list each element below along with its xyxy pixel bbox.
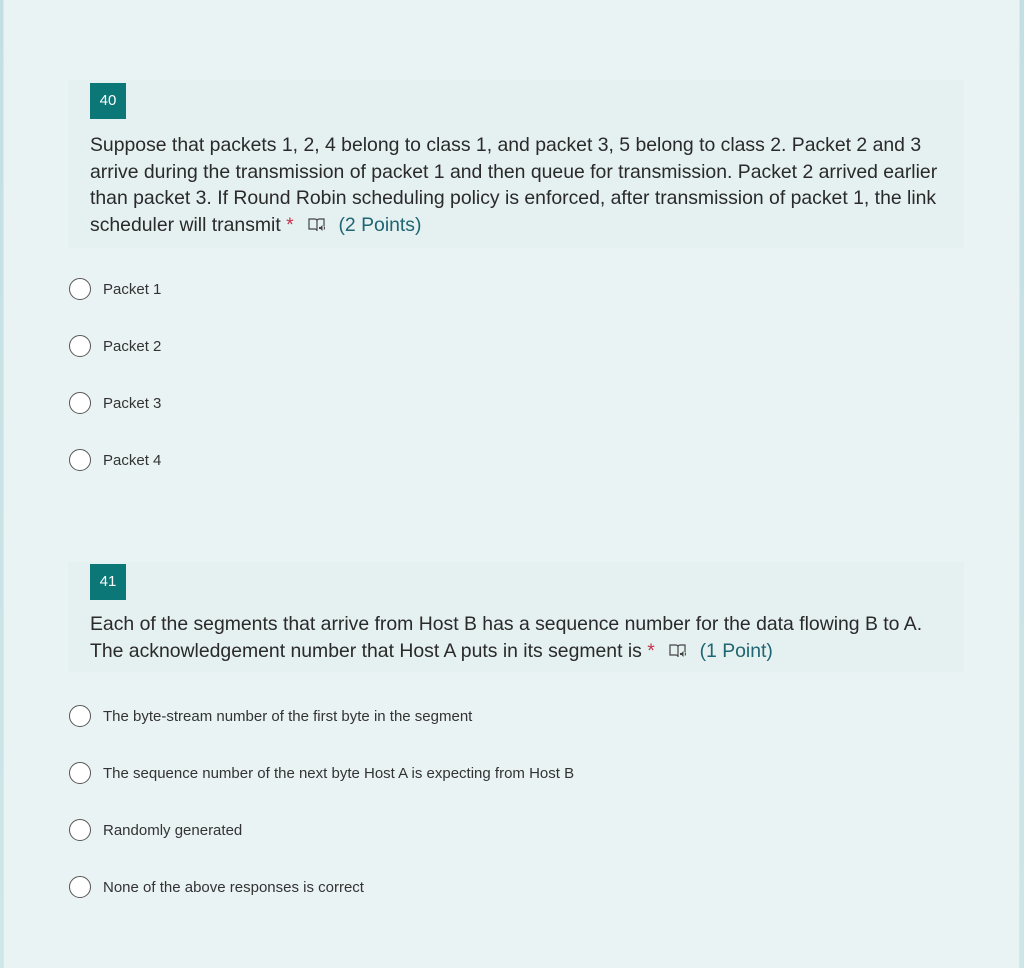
option-label: Randomly generated xyxy=(103,821,243,839)
radio-button[interactable] xyxy=(69,278,91,300)
radio-button[interactable] xyxy=(69,819,91,841)
immersive-reader-icon[interactable] xyxy=(307,217,327,233)
option-none[interactable] xyxy=(69,874,364,900)
radio-button[interactable] xyxy=(69,392,91,414)
option-next-byte[interactable] xyxy=(69,760,574,786)
question-prompt: Suppose that packets 1, 2, 4 belong to class 1, and packet 3, 5 belong to class 2. Packet 2 and 3 arrive during the transmission of packet 1 and then queue for transmission. Packet 2 arrived earlier than packet 3. If Round Robin scheduling policy is enforced, after transmission of packet 1, the link scheduler will transmit xyxy=(90,134,938,236)
points-label: (2 Points) xyxy=(338,213,422,236)
option-label: None of the above responses is correct xyxy=(103,878,364,896)
option-packet-1[interactable] xyxy=(69,276,161,302)
question-40 xyxy=(68,80,964,248)
option-label: Packet 2 xyxy=(103,337,162,355)
question-number-badge: 40 xyxy=(90,83,126,119)
question-text xyxy=(90,132,940,238)
question-prompt: Each of the segments that arrive from Host B has a sequence number for the data flowing B to A. The acknowledgement number that Host A puts in its segment is xyxy=(90,613,923,662)
radio-button[interactable] xyxy=(69,449,91,471)
required-asterisk: * xyxy=(647,639,655,662)
radio-button[interactable] xyxy=(69,876,91,898)
form-panel xyxy=(3,0,1020,968)
option-label: Packet 3 xyxy=(103,394,162,412)
option-label: Packet 1 xyxy=(103,280,162,298)
immersive-reader-icon[interactable] xyxy=(668,643,688,659)
option-packet-3[interactable] xyxy=(69,390,161,416)
radio-button[interactable] xyxy=(69,762,91,784)
option-packet-2[interactable] xyxy=(69,333,161,359)
question-number-badge: 41 xyxy=(90,564,126,600)
radio-button[interactable] xyxy=(69,705,91,727)
question-text xyxy=(90,611,940,664)
option-label: The byte-stream number of the first byte in the segment xyxy=(103,707,473,725)
points-label: (1 Point) xyxy=(699,639,773,662)
option-random[interactable] xyxy=(69,817,242,843)
option-label: The sequence number of the next byte Host A is expecting from Host B xyxy=(103,764,575,782)
option-packet-4[interactable] xyxy=(69,447,161,473)
required-asterisk: * xyxy=(286,213,294,236)
radio-button[interactable] xyxy=(69,335,91,357)
option-label: Packet 4 xyxy=(103,451,162,469)
question-41 xyxy=(68,562,964,672)
option-first-byte[interactable] xyxy=(69,703,472,729)
